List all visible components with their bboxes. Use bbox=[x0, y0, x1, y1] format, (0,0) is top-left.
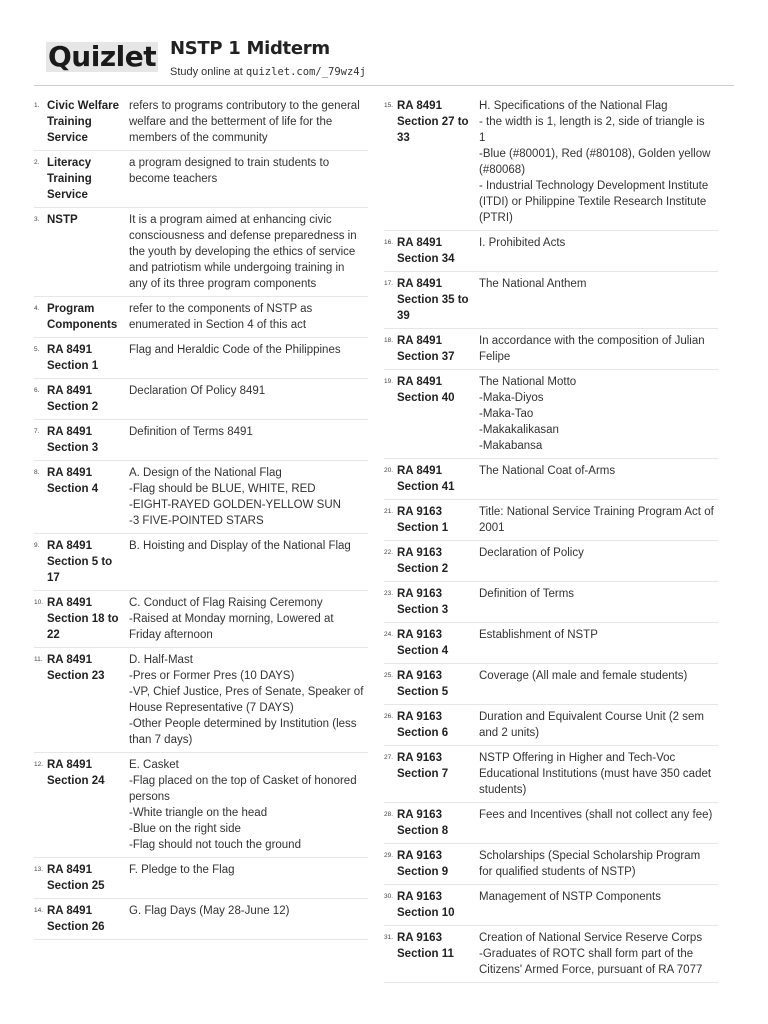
card-term: Program Components bbox=[47, 303, 118, 331]
card-number: 16. bbox=[384, 239, 394, 246]
card-term: RA 8491 Section 40 bbox=[397, 376, 455, 404]
card-term: RA 8491 Section 27 to 33 bbox=[397, 100, 469, 144]
card-row bbox=[384, 844, 718, 885]
card-term: RA 8491 Section 37 bbox=[397, 335, 455, 363]
card-number: 13. bbox=[34, 866, 44, 873]
card-row bbox=[384, 664, 718, 705]
card-row bbox=[34, 461, 368, 534]
card-term: RA 8491 Section 34 bbox=[397, 237, 455, 265]
card-definition: NSTP Offering in Higher and Tech-Voc Educational Institutions (must have 350 cadet students) bbox=[479, 752, 712, 796]
card-row bbox=[34, 379, 368, 420]
card-definition: D. Half-Mast -Pres or Former Pres (10 DAYS) -VP, Chief Justice, Pres of Senate, Speaker of House Representative (7 DAYS) -Other People determined by Institution (less than 7 days) bbox=[129, 654, 364, 746]
card-term: RA 9163 Section 3 bbox=[397, 588, 449, 616]
card-term: RA 9163 Section 9 bbox=[397, 850, 449, 878]
card-definition: The National Motto -Maka-Diyos -Maka-Tao -Makakalikasan -Makabansa bbox=[479, 376, 577, 452]
card-number: 24. bbox=[384, 631, 394, 638]
card-row bbox=[384, 705, 718, 746]
card-definition: A. Design of the National Flag -Flag should be BLUE, WHITE, RED -EIGHT-RAYED GOLDEN-YELLOW SUN -3 FIVE-POINTED STARS bbox=[129, 467, 341, 527]
page-title: NSTP 1 Midterm bbox=[170, 38, 330, 59]
card-term: RA 8491 Section 2 bbox=[47, 385, 99, 413]
card-term: RA 8491 Section 5 to 17 bbox=[47, 540, 113, 584]
card-definition: In accordance with the composition of Julian Felipe bbox=[479, 335, 705, 363]
card-definition: The National Coat of-Arms bbox=[479, 465, 616, 477]
card-definition: refer to the components of NSTP as enumerated in Section 4 of this act bbox=[129, 303, 313, 331]
card-term: Civic Welfare Training Service bbox=[47, 100, 120, 144]
card-term: RA 9163 Section 8 bbox=[397, 809, 449, 837]
quizlet-logo[interactable]: Quizlet bbox=[48, 40, 157, 73]
card-definition: Creation of National Service Reserve Corps -Graduates of ROTC shall form part of the Citizens' Armed Force, pursuant of RA 7077 bbox=[479, 932, 703, 976]
card-row bbox=[384, 500, 718, 541]
card-number: 20. bbox=[384, 467, 394, 474]
card-term: RA 9163 Section 5 bbox=[397, 670, 449, 698]
card-number: 31. bbox=[384, 934, 394, 941]
card-definition: F. Pledge to the Flag bbox=[129, 864, 235, 876]
card-term: RA 9163 Section 11 bbox=[397, 932, 454, 960]
card-number: 29. bbox=[384, 852, 394, 859]
card-row bbox=[34, 648, 368, 753]
card-number: 17. bbox=[384, 280, 394, 287]
card-definition: H. Specifications of the National Flag - the width is 1, length is 2, side of triangle is 1 -Blue (#80001), Red (#80108), Golden yellow (#80068) - Industrial Technology Development Institute (ITDI) or Philippine Textile Research Institute (PTRI) bbox=[479, 100, 711, 224]
card-row bbox=[384, 541, 718, 582]
card-number: 6. bbox=[34, 387, 40, 394]
card-row bbox=[34, 753, 368, 858]
card-row bbox=[384, 231, 718, 272]
card-number: 2. bbox=[34, 159, 40, 166]
card-definition: Definition of Terms 8491 bbox=[129, 426, 253, 438]
card-definition: The National Anthem bbox=[479, 278, 587, 290]
card-number: 27. bbox=[384, 754, 394, 761]
card-definition: C. Conduct of Flag Raising Ceremony -Raised at Monday morning, Lowered at Friday afternoon bbox=[129, 597, 334, 641]
card-definition: E. Casket -Flag placed on the top of Casket of honored persons -White triangle on the head -Blue on the right side -Flag should not touch the ground bbox=[129, 759, 357, 851]
card-number: 21. bbox=[384, 508, 394, 515]
card-number: 26. bbox=[384, 713, 394, 720]
card-row bbox=[384, 803, 718, 844]
card-number: 30. bbox=[384, 893, 394, 900]
card-number: 8. bbox=[34, 469, 40, 476]
card-term: Literacy Training Service bbox=[47, 157, 92, 201]
card-term: RA 9163 Section 7 bbox=[397, 752, 449, 780]
card-term: RA 8491 Section 3 bbox=[47, 426, 99, 454]
card-number: 9. bbox=[34, 542, 40, 549]
card-term: RA 8491 Section 35 to 39 bbox=[397, 278, 469, 322]
card-row bbox=[34, 338, 368, 379]
card-row bbox=[34, 151, 368, 208]
card-row bbox=[34, 420, 368, 461]
card-definition: Flag and Heraldic Code of the Philippines bbox=[129, 344, 341, 356]
card-term: RA 8491 Section 4 bbox=[47, 467, 99, 495]
card-row bbox=[34, 297, 368, 338]
card-row bbox=[384, 94, 718, 231]
card-term: RA 8491 Section 24 bbox=[47, 759, 105, 787]
card-row bbox=[34, 899, 368, 940]
card-number: 1. bbox=[34, 102, 40, 109]
study-url-link[interactable]: quizlet.com/_79wz4j bbox=[245, 66, 366, 78]
page-header bbox=[34, 34, 734, 86]
card-term: RA 9163 Section 2 bbox=[397, 547, 449, 575]
card-definition: Management of NSTP Components bbox=[479, 891, 661, 903]
card-number: 25. bbox=[384, 672, 394, 679]
card-term: RA 8491 Section 41 bbox=[397, 465, 455, 493]
card-term: RA 9163 Section 6 bbox=[397, 711, 449, 739]
card-term: RA 8491 Section 23 bbox=[47, 654, 105, 682]
card-number: 5. bbox=[34, 346, 40, 353]
card-number: 4. bbox=[34, 305, 40, 312]
card-definition: Fees and Incentives (shall not collect any fee) bbox=[479, 809, 713, 821]
card-definition: Title: National Service Training Program Act of 2001 bbox=[479, 506, 714, 534]
card-term: RA 8491 Section 1 bbox=[47, 344, 99, 372]
left-column bbox=[34, 94, 368, 940]
card-row bbox=[34, 208, 368, 297]
card-definition: Coverage (All male and female students) bbox=[479, 670, 688, 682]
card-number: 23. bbox=[384, 590, 394, 597]
card-number: 10. bbox=[34, 599, 44, 606]
card-row bbox=[384, 885, 718, 926]
card-term: NSTP bbox=[47, 214, 78, 226]
card-row bbox=[34, 534, 368, 591]
card-definition: It is a program aimed at enhancing civic consciousness and defense preparedness in the youth by developing the ethics of service and patriotism while undergoing training in any of its three program components bbox=[129, 214, 357, 290]
card-number: 19. bbox=[384, 378, 394, 385]
card-number: 15. bbox=[384, 102, 394, 109]
card-row bbox=[34, 858, 368, 899]
card-row bbox=[384, 459, 718, 500]
card-definition: Establishment of NSTP bbox=[479, 629, 598, 641]
card-definition: Definition of Terms bbox=[479, 588, 575, 600]
card-number: 18. bbox=[384, 337, 394, 344]
card-definition: B. Hoisting and Display of the National Flag bbox=[129, 540, 351, 552]
card-row bbox=[384, 746, 718, 803]
card-number: 22. bbox=[384, 549, 394, 556]
card-definition: refers to programs contributory to the general welfare and the betterment of life for the members of the community bbox=[129, 100, 360, 144]
right-column bbox=[384, 94, 718, 983]
card-number: 3. bbox=[34, 216, 40, 223]
card-number: 12. bbox=[34, 761, 44, 768]
card-row bbox=[384, 623, 718, 664]
card-definition: I. Prohibited Acts bbox=[479, 237, 566, 249]
card-definition: a program designed to train students to become teachers bbox=[129, 157, 330, 185]
card-term: RA 8491 Section 18 to 22 bbox=[47, 597, 119, 641]
card-definition: G. Flag Days (May 28-June 12) bbox=[129, 905, 290, 917]
card-row bbox=[34, 591, 368, 648]
card-definition: Duration and Equivalent Course Unit (2 sem and 2 units) bbox=[479, 711, 705, 739]
study-prefix: Study online at bbox=[170, 66, 246, 78]
card-definition: Declaration of Policy bbox=[479, 547, 584, 559]
card-row bbox=[384, 272, 718, 329]
card-number: 11. bbox=[34, 656, 43, 663]
card-term: RA 8491 Section 26 bbox=[47, 905, 105, 933]
study-online-line bbox=[170, 66, 366, 78]
card-number: 14. bbox=[34, 907, 44, 914]
card-term: RA 9163 Section 10 bbox=[397, 891, 455, 919]
card-number: 28. bbox=[384, 811, 394, 818]
card-row bbox=[34, 94, 368, 151]
card-term: RA 9163 Section 1 bbox=[397, 506, 449, 534]
card-row bbox=[384, 582, 718, 623]
card-term: RA 9163 Section 4 bbox=[397, 629, 449, 657]
card-definition: Declaration Of Policy 8491 bbox=[129, 385, 266, 397]
card-row bbox=[384, 329, 718, 370]
card-definition: Scholarships (Special Scholarship Program for qualified students of NSTP) bbox=[479, 850, 701, 878]
card-row bbox=[384, 926, 718, 983]
card-term: RA 8491 Section 25 bbox=[47, 864, 105, 892]
card-number: 7. bbox=[34, 428, 40, 435]
card-row bbox=[384, 370, 718, 459]
